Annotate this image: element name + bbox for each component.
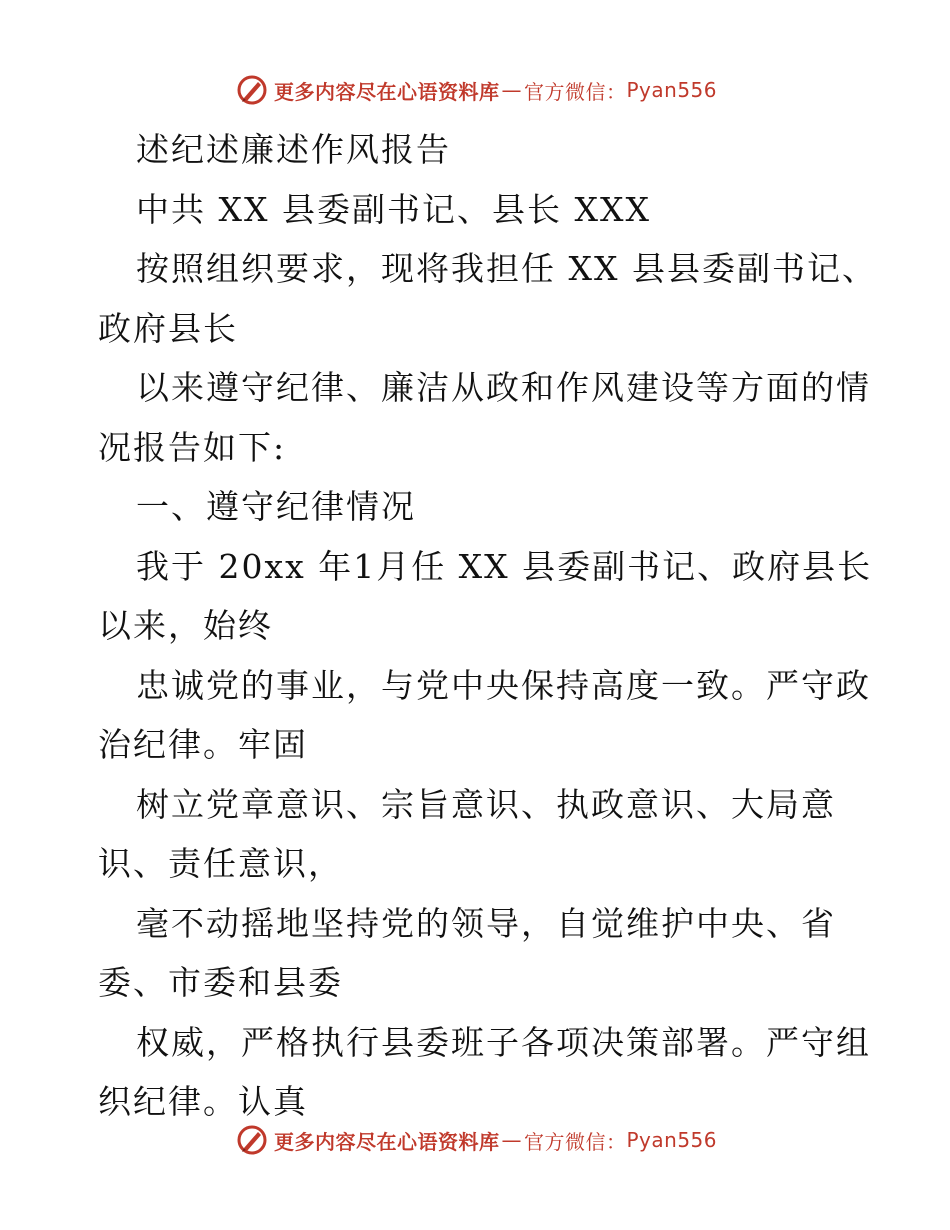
paragraph-line: 按照组织要求，现将我担任 XX 县县委副书记、 [136, 249, 877, 288]
document-author: 中共 XX 县委副书记、县长 XXX [136, 189, 651, 229]
watermark-wechat-id: Pyan556 [626, 78, 718, 102]
pen-logo-icon [236, 1124, 268, 1156]
watermark-official-label: 官方微信： [524, 1129, 627, 1154]
paragraph-line: 识、责任意识， [98, 844, 343, 883]
paragraph-line: 忠诚党的事业，与党中央保持高度一致。严守政 [136, 665, 871, 705]
watermark-wechat-id: Pyan556 [626, 1128, 718, 1152]
paragraph-line: 毫不动摇地坚持党的领导，自觉维护中央、省 [136, 903, 836, 943]
paragraph-line: 委、市委和县委 [98, 963, 343, 1002]
paragraph-line: 树立党章意识、宗旨意识、执政意识、大局意 [136, 784, 836, 824]
paragraph-line: 政府县长 [98, 308, 238, 348]
section-heading: 一、遵守纪律情况 [136, 487, 416, 526]
paragraph-line: 况报告如下: [98, 427, 287, 467]
paragraph-line: 我于 20xx 年1月任 XX 县委副书记、政府县长 [136, 546, 873, 586]
watermark-site-text: 更多内容尽在心语资料库 [274, 79, 500, 104]
paragraph-line: 权威，严格执行县委班子各项决策部署。严守组 [136, 1022, 871, 1062]
pen-logo-icon [236, 74, 268, 106]
watermark-dash: — [501, 78, 522, 102]
watermark-dash: — [501, 1128, 522, 1152]
watermark-official-label: 官方微信： [524, 79, 627, 104]
header-watermark [236, 72, 717, 108]
paragraph-line: 织纪律。认真 [98, 1082, 308, 1121]
paragraph-line: 治纪律。牢固 [98, 725, 308, 764]
document-body [98, 120, 877, 1132]
paragraph-line: 以来遵守纪律、廉洁从政和作风建设等方面的情 [136, 368, 871, 407]
paragraph-line: 以来，始终 [98, 606, 273, 645]
watermark-site-text: 更多内容尽在心语资料库 [274, 1129, 500, 1154]
document-title: 述纪述廉述作风报告 [136, 130, 451, 169]
footer-watermark [236, 1122, 717, 1158]
